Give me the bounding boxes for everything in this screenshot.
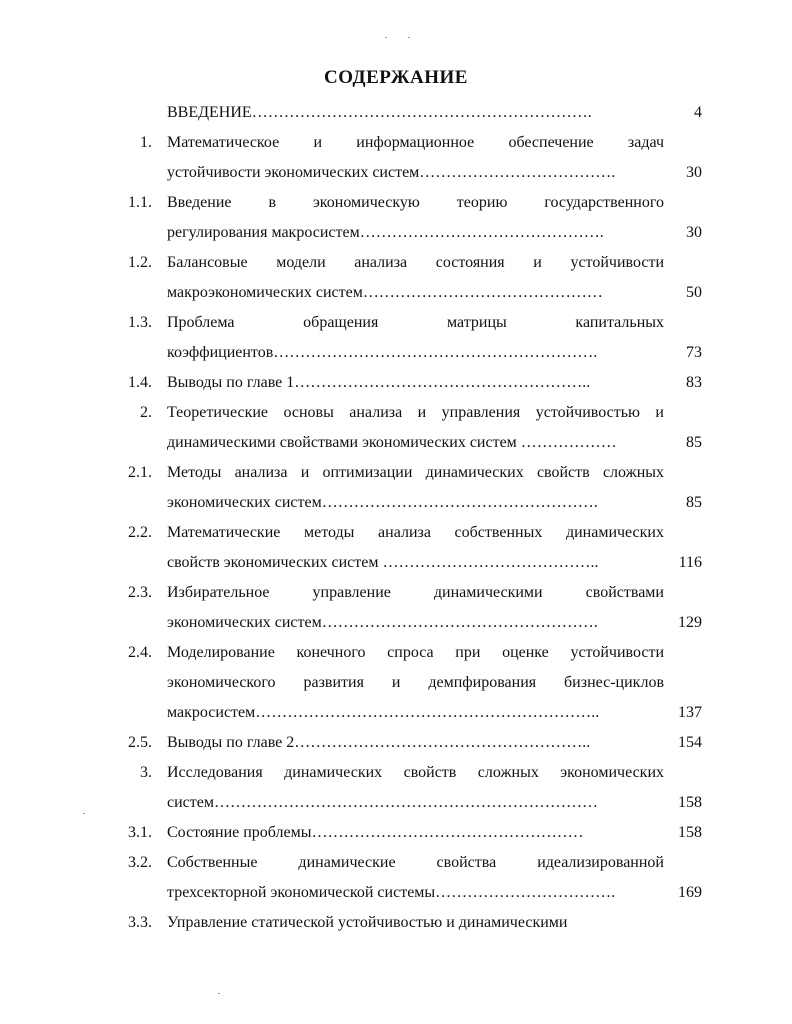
toc-entry-number: 1. xyxy=(140,134,152,151)
scan-speck xyxy=(218,993,220,994)
toc-entry-title-line: Математическое и информационное обеспечение задач xyxy=(167,134,664,151)
toc-entry-page: 83 xyxy=(686,374,702,391)
toc-entry-page: 73 xyxy=(686,344,702,361)
toc-entry-number: 1.1. xyxy=(128,194,152,211)
toc-entry-number: 1.2. xyxy=(128,254,152,271)
toc-entry-title-line: экономических систем……………………………………………. xyxy=(167,614,598,631)
toc-entry-title-line: Исследования динамических свойств сложных экономических xyxy=(167,764,664,781)
toc-entry-number: 2.1. xyxy=(128,464,152,481)
toc-entry-title-line: Выводы по главе 2……………………………………………….. xyxy=(167,734,591,751)
toc-entry xyxy=(0,578,792,638)
toc-entry xyxy=(0,368,792,398)
toc-entry-page: 85 xyxy=(686,494,702,511)
toc-entry-title-line: Методы анализа и оптимизации динамических свойств сложных xyxy=(167,464,664,481)
toc-entry-title-line: Выводы по главе 1……………………………………………….. xyxy=(167,374,591,391)
toc-entry-title-line: Математические методы анализа собственных динамических xyxy=(167,524,664,541)
toc-entry-title-line: ВВЕДЕНИЕ………………………………………………………. xyxy=(167,104,592,121)
toc-entry xyxy=(0,818,792,848)
toc-entry-title-line: макросистем……………………………………………………….. xyxy=(167,704,600,721)
table-of-contents xyxy=(0,98,792,938)
toc-entry-number: 3.2. xyxy=(128,854,152,871)
toc-entry-page: 116 xyxy=(678,554,702,571)
toc-entry-page: 50 xyxy=(686,284,702,301)
toc-entry-number xyxy=(112,98,152,128)
toc-entry-page xyxy=(662,908,702,938)
toc-entry xyxy=(0,458,792,518)
toc-entry-title-line: экономических систем……………………………………………. xyxy=(167,494,598,511)
toc-entry-number: 1.4. xyxy=(128,374,152,391)
toc-entry-page: 158 xyxy=(678,824,702,841)
scan-speck xyxy=(83,813,85,814)
toc-entry-title-line: регулирования макросистем………………………………………. xyxy=(167,224,604,241)
toc-entry-title-line: Состояние проблемы…………………………………………… xyxy=(167,824,584,841)
toc-entry-number: 2.4. xyxy=(128,644,152,661)
toc-entry-title-line: Теоретические основы анализа и управления устойчивостью и xyxy=(167,404,664,421)
toc-entry-title-line: Управление статической устойчивостью и динамическими xyxy=(167,914,568,931)
toc-entry-title-line: устойчивости экономических систем………………………………. xyxy=(167,164,616,181)
toc-entry-page: 30 xyxy=(686,224,702,241)
toc-entry xyxy=(0,848,792,908)
toc-entry-page: 85 xyxy=(686,434,702,451)
toc-entry-number: 2.5. xyxy=(128,734,152,751)
toc-entry-title-line: Избирательное управление динамическими свойствами xyxy=(167,584,664,601)
toc-entry-page: 158 xyxy=(678,794,702,811)
scan-speck xyxy=(385,37,387,38)
toc-entry xyxy=(0,188,792,248)
toc-entry xyxy=(0,308,792,368)
toc-entry xyxy=(0,98,792,128)
toc-entry-number: 3. xyxy=(140,764,152,781)
toc-entry xyxy=(0,728,792,758)
toc-entry-title-line: Проблема обращения матрицы капитальных xyxy=(167,314,664,331)
scan-speck xyxy=(408,37,410,38)
toc-entry-title-line: динамическими свойствами экономических систем ……………… xyxy=(167,434,617,451)
toc-entry-page: 137 xyxy=(678,704,702,721)
toc-entry xyxy=(0,128,792,188)
toc-entry-title-line: Собственные динамические свойства идеализированной xyxy=(167,854,664,871)
toc-entry-page: 154 xyxy=(678,734,702,751)
toc-entry-title-line: экономического развития и демпфирования бизнес-циклов xyxy=(167,674,664,691)
toc-entry xyxy=(0,758,792,818)
toc-entry-number: 3.3. xyxy=(128,914,152,931)
toc-entry-page: 129 xyxy=(678,614,702,631)
toc-entry xyxy=(0,248,792,308)
toc-entry-page: 30 xyxy=(686,164,702,181)
toc-entry xyxy=(0,518,792,578)
toc-entry-title-line: Моделирование конечного спроса при оценке устойчивости xyxy=(167,644,664,661)
toc-entry-page: 4 xyxy=(694,104,702,121)
toc-entry xyxy=(0,908,792,938)
toc-entry-title-line: Введение в экономическую теорию государственного xyxy=(167,194,664,211)
toc-entry-number: 2.3. xyxy=(128,584,152,601)
toc-entry-title-line: систем……………………………………………………………… xyxy=(167,794,598,811)
toc-entry-title-line: коэффициентов……………………………………………………. xyxy=(167,344,598,361)
toc-entry-title-line: свойств экономических систем ………………………………….. xyxy=(167,554,599,571)
toc-entry xyxy=(0,638,792,728)
toc-entry-title-line: макроэкономических систем……………………………………… xyxy=(167,284,603,301)
toc-entry-title-line: трехсекторной экономической системы……………………………. xyxy=(167,884,616,901)
toc-entry-number: 3.1. xyxy=(128,824,152,841)
toc-entry-number: 1.3. xyxy=(128,314,152,331)
toc-entry-page: 169 xyxy=(678,884,702,901)
toc-entry xyxy=(0,398,792,458)
toc-entry-number: 2.2. xyxy=(128,524,152,541)
page-title: СОДЕРЖАНИЕ xyxy=(324,67,468,88)
toc-entry-number: 2. xyxy=(140,404,152,421)
toc-entry-title-line: Балансовые модели анализа состояния и устойчивости xyxy=(167,254,664,271)
